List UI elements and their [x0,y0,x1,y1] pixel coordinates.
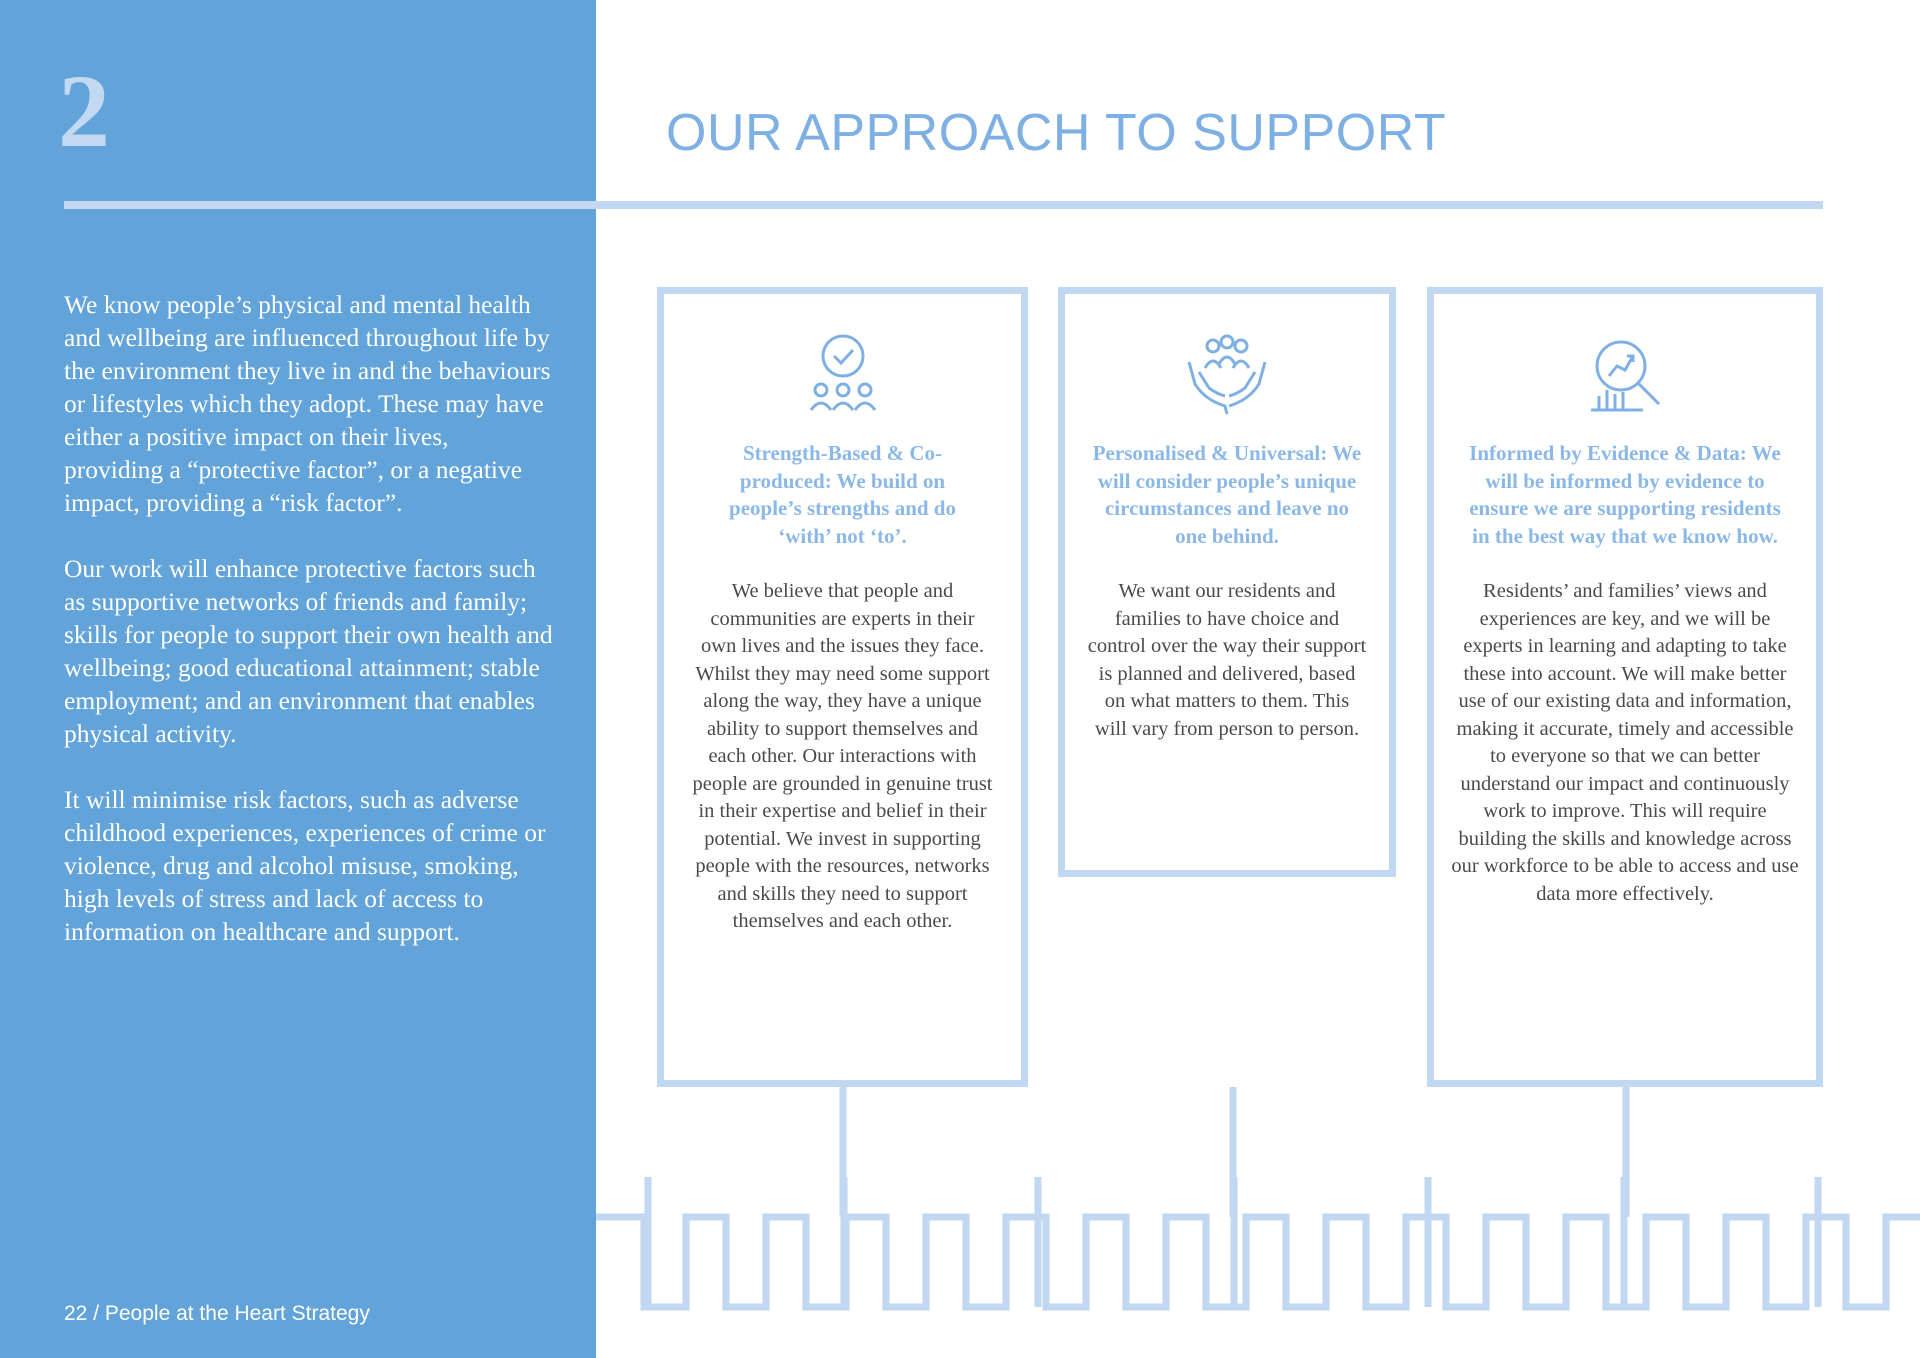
page-footer: 22 / People at the Heart Strategy [64,1302,370,1325]
approach-card-strength-based [657,287,1028,1087]
card-heading: Strength-Based & Co-produced: We build on people’s strengths and do ‘with’ not ‘to’. [729,441,956,548]
card-body: We believe that people and communities are experts in their own lives and the issues they face. Whilst they may need some support along the way, they have a unique ability to support themselves and each other. Our interactions with people are grounded in genuine trust in their expertise and belief in their potential. We invest in supporting people with the resources, networks and skills they need to support themselves and each other. [692,580,993,932]
title-divider [64,201,1823,209]
check-people-icon [801,332,885,416]
section-number: 2 [58,54,110,169]
card-heading: Personalised & Universal: We will consider people’s unique circumstances and leave no one behind. [1092,441,1362,548]
card-body: We want our residents and families to have choice and control over the way their support is planned and delivered, based on what matters to them. This will vary from person to person. [1087,580,1367,740]
decorative-connector-pattern [596,1087,1920,1358]
meander-line [596,1217,1920,1307]
intro-paragraph: Our work will enhance protective factors such as supportive networks of friends and family; skills for people to support their own health and wellbeing; good educational attainment; stable employment; and an environment that enables physical activity. [64,554,553,748]
hands-holding-people-icon [1185,332,1269,416]
magnifier-chart-icon [1583,332,1667,416]
approach-card-evidence [1427,287,1823,1087]
intro-text [64,288,554,981]
page-title: OUR APPROACH TO SUPPORT [666,104,1447,162]
card-heading: Informed by Evidence & Data: We will be informed by evidence to ensure we are supporting residents in the best way that we know how. [1469,441,1781,548]
approach-card-personalised [1058,287,1396,877]
intro-paragraph: It will minimise risk factors, such as adverse childhood experiences, experiences of crime or violence, drug and alcohol misuse, smoking, high levels of stress and lack of access to information on healthcare and support. [64,785,546,946]
card-body: Residents’ and families’ views and experiences are key, and we will be experts in learning and adapting to take these into account. We will make better use of our existing data and information, making it accurate, timely and accessible to everyone so that we can better understand our impact and continuously work to improve. This will require building the skills and knowledge across our workforce to be able to access and use data more effectively. [1451,580,1799,905]
intro-paragraph: We know people’s physical and mental health and wellbeing are influenced throughout life by the environment they live in and the behaviours or lifestyles which they adopt. These may have either a positive impact on their lives, providing a “protective factor”, or a negative impact, providing a “risk factor”. [64,290,551,517]
